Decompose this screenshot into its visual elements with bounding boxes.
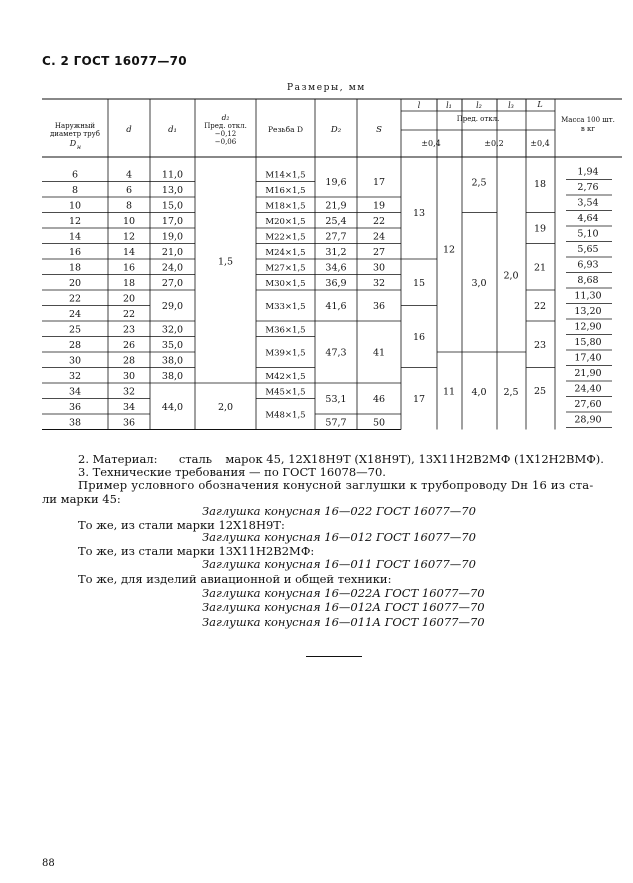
cell-mass: 6,93 <box>577 259 599 271</box>
cell-d1: 44,0 <box>161 401 184 413</box>
cell-Dn: 20 <box>68 277 82 289</box>
cell-d: 8 <box>125 200 133 212</box>
cell-Dn: 22 <box>68 293 82 305</box>
note-2-text: марок 45, 12Х18Н9Т (Х18Н9Т), 13Х11Н2В2МФ (1Х12Н2ВМФ). <box>225 452 604 466</box>
cell-d1: 11,0 <box>161 169 184 181</box>
cell-D2: 19,6 <box>325 177 347 188</box>
cell-Dn: 30 <box>68 355 82 367</box>
cell-thread: M36×1,5 <box>265 325 306 336</box>
header-outer-diameter-sub: н <box>77 144 81 151</box>
cell-mass: 4,64 <box>577 212 599 224</box>
header-L: L <box>537 100 543 109</box>
header-d1: d₁ <box>168 125 177 135</box>
cell-S: 19 <box>372 200 386 212</box>
note-2-label: 2. Материал: <box>78 452 158 466</box>
cell-mass: 12,90 <box>574 321 602 333</box>
cell-L: 22 <box>533 301 547 312</box>
cell-Dn: 38 <box>68 417 82 429</box>
cell-d: 14 <box>122 246 136 258</box>
cell-thread: M30×1,5 <box>265 278 306 289</box>
cell-d: 4 <box>125 169 133 181</box>
cell-thread: M48×1,5 <box>265 410 306 421</box>
cell-d: 36 <box>122 417 136 429</box>
cell-D2: 57,7 <box>325 417 347 429</box>
cell-mass: 11,30 <box>574 290 602 302</box>
cell-D2: 36,9 <box>325 277 347 289</box>
cell-S: 50 <box>372 417 386 429</box>
cell-d: 20 <box>122 293 136 305</box>
example-line-1: Пример условного обозначения конусной заглушки к трубопроводу Dн 16 из ста- <box>78 478 594 492</box>
cell-l: 15 <box>412 277 426 289</box>
header-d2: d₂ <box>221 113 230 122</box>
cell-mass: 21,90 <box>574 367 602 379</box>
cell-l2: 2,5 <box>471 177 487 189</box>
cell-Dn: 36 <box>68 401 82 413</box>
cell-D2: 25,4 <box>325 215 347 227</box>
header-tol-L: ±0,4 <box>530 139 550 148</box>
same-2: То же, из стали марки 12Х18Н9Т: <box>78 518 285 532</box>
example-line-2: ли марки 45: <box>42 492 121 506</box>
header-outer-diameter-2: диаметр труб <box>49 130 101 138</box>
designation-4c: Заглушка конусная 16—011А ГОСТ 16077—70 <box>202 615 485 629</box>
cell-S: 36 <box>372 301 386 312</box>
cell-l: 17 <box>412 394 426 405</box>
cell-mass: 28,90 <box>574 414 602 426</box>
designation-2: Заглушка конусная 16—012 ГОСТ 16077—70 <box>202 530 476 544</box>
cell-thread: M39×1,5 <box>265 348 306 359</box>
header-d: d <box>126 125 132 135</box>
cell-thread: M22×1,5 <box>265 232 306 243</box>
cell-L: 25 <box>533 386 547 397</box>
cell-d1: 24,0 <box>161 262 184 274</box>
header-outer-diameter-1: Наружный <box>54 122 96 130</box>
cell-D2: 53,1 <box>325 394 347 405</box>
cell-Dn: 8 <box>71 184 79 196</box>
header-mass-2: в кг <box>580 125 596 133</box>
cell-Dn: 14 <box>68 231 82 243</box>
designation-4b: Заглушка конусная 16—012А ГОСТ 16077—70 <box>202 600 485 614</box>
cell-mass: 8,68 <box>577 274 599 286</box>
cell-d1: 19,0 <box>161 231 184 243</box>
cell-Dn: 18 <box>68 262 82 274</box>
designation-3: Заглушка конусная 16—011 ГОСТ 16077—70 <box>202 557 476 571</box>
cell-Dn: 25 <box>68 324 82 336</box>
cell-L: 21 <box>533 262 547 274</box>
cell-S: 41 <box>372 347 386 359</box>
cell-d1: 35,0 <box>161 339 184 351</box>
cell-l: 13 <box>412 208 426 219</box>
cell-d: 30 <box>122 370 136 382</box>
cell-d: 26 <box>122 339 136 351</box>
cell-Dn: 24 <box>68 308 82 320</box>
cell-mass: 3,54 <box>577 197 599 209</box>
cell-thread: M24×1,5 <box>265 247 306 258</box>
cell-S: 24 <box>372 231 386 243</box>
cell-thread: M27×1,5 <box>265 263 306 274</box>
note-2-word: сталь <box>178 452 213 466</box>
header-D2: D₂ <box>330 125 342 135</box>
closing-rule <box>306 656 362 657</box>
header-l3: l₃ <box>508 101 514 110</box>
cell-d: 28 <box>122 355 136 367</box>
cell-S: 17 <box>372 177 386 188</box>
designation-4a: Заглушка конусная 16—022А ГОСТ 16077—70 <box>202 586 485 600</box>
cell-thread: M14×1,5 <box>265 170 306 181</box>
header-outer-diameter-D: D <box>69 139 77 148</box>
cell-thread: M18×1,5 <box>265 201 306 212</box>
header-d2-tol-hi: −0,06 <box>214 138 237 146</box>
header-S: S <box>376 125 382 135</box>
cell-d: 18 <box>122 277 136 289</box>
cell-l2: 3,0 <box>471 277 487 289</box>
header-d2-tol-lo: −0,12 <box>214 130 237 138</box>
cell-mass: 15,80 <box>574 336 602 348</box>
header-pred-otkl: Пред. откл. <box>456 115 500 123</box>
cell-d: 32 <box>122 386 136 398</box>
cell-d: 22 <box>122 308 136 320</box>
cell-d: 6 <box>125 184 133 196</box>
cell-D2: 27,7 <box>325 231 347 243</box>
cell-L: 23 <box>533 339 547 351</box>
cell-Dn: 28 <box>68 339 82 351</box>
cell-thread: M16×1,5 <box>265 185 306 196</box>
cell-l1: 11 <box>442 386 456 398</box>
cell-d1: 32,0 <box>161 324 184 336</box>
cell-D2: 31,2 <box>325 246 347 258</box>
cell-S: 30 <box>372 262 386 274</box>
cell-d1: 15,0 <box>161 200 184 212</box>
cell-d1: 29,0 <box>161 301 184 312</box>
cell-l1: 12 <box>442 244 456 256</box>
header-l: l <box>417 101 421 110</box>
cell-d1: 17,0 <box>161 215 184 227</box>
cell-Dn: 12 <box>68 215 82 227</box>
cell-d1: 38,0 <box>161 355 184 367</box>
cell-l3: 2,0 <box>503 270 519 282</box>
header-tol-l2-l3: ±0,2 <box>484 139 504 148</box>
cell-Dn: 10 <box>68 200 82 212</box>
cell-Dn: 34 <box>68 386 82 398</box>
designation-1: Заглушка конусная 16—022 ГОСТ 16077—70 <box>202 504 476 518</box>
cell-Dn: 32 <box>68 370 82 382</box>
note-3: 3. Технические требования — по ГОСТ 16078—70. <box>78 465 386 479</box>
same-4: То же, для изделий авиационной и общей техники: <box>78 572 392 586</box>
units-caption: Размеры, мм <box>287 83 366 93</box>
page-header: С. 2 ГОСТ 16077—70 <box>42 54 187 68</box>
cell-S: 46 <box>372 394 386 405</box>
cell-d1: 13,0 <box>161 184 184 196</box>
cell-mass: 24,40 <box>574 383 602 395</box>
cell-d1: 21,0 <box>161 246 184 258</box>
cell-D2: 41,6 <box>325 301 347 312</box>
cell-Dn: 16 <box>68 246 82 258</box>
header-d2-tol-label: Пред. откл. <box>204 122 247 130</box>
cell-thread: M33×1,5 <box>265 302 306 312</box>
cell-d: 34 <box>122 401 136 413</box>
cell-d: 12 <box>122 231 136 243</box>
cell-mass: 5,10 <box>577 228 599 240</box>
header-l1: l₁ <box>446 101 452 110</box>
cell-mass: 1,94 <box>577 166 599 178</box>
cell-mass: 13,20 <box>574 305 602 317</box>
cell-mass: 2,76 <box>577 181 599 193</box>
cell-mass: 17,40 <box>574 352 602 364</box>
cell-thread: M42×1,5 <box>265 371 306 382</box>
cell-l3: 2,5 <box>503 387 519 398</box>
cell-S: 27 <box>372 246 386 258</box>
header-mass-1: Масса 100 шт. <box>561 116 615 124</box>
cell-S: 32 <box>372 277 386 289</box>
header-tol-l: ±0,4 <box>421 139 441 148</box>
cell-d: 23 <box>122 324 136 336</box>
cell-mass: 5,65 <box>577 243 599 255</box>
cell-d: 10 <box>122 215 136 227</box>
cell-d1: 38,0 <box>161 370 184 382</box>
cell-L: 18 <box>533 178 547 190</box>
cell-d2: 1,5 <box>217 256 234 268</box>
cell-thread: M20×1,5 <box>265 216 306 227</box>
cell-D2: 47,3 <box>325 347 347 359</box>
cell-mass: 27,60 <box>574 398 602 410</box>
header-l2: l₂ <box>476 101 482 110</box>
cell-d2: 2,0 <box>217 401 234 413</box>
cell-thread: M45×1,5 <box>265 387 306 398</box>
cell-D2: 21,9 <box>325 200 347 212</box>
cell-Dn: 6 <box>71 169 79 181</box>
cell-d: 16 <box>122 262 136 274</box>
header-thread: Резьба D <box>267 125 304 134</box>
cell-d1: 27,0 <box>161 277 184 289</box>
cell-L: 19 <box>533 223 547 235</box>
same-3: То же, из стали марки 13Х11Н2В2МФ: <box>78 544 315 558</box>
page-number: 88 <box>42 858 55 869</box>
cell-D2: 34,6 <box>325 262 347 274</box>
cell-l: 16 <box>412 332 426 343</box>
cell-S: 22 <box>372 215 386 227</box>
cell-l2: 4,0 <box>471 387 487 398</box>
